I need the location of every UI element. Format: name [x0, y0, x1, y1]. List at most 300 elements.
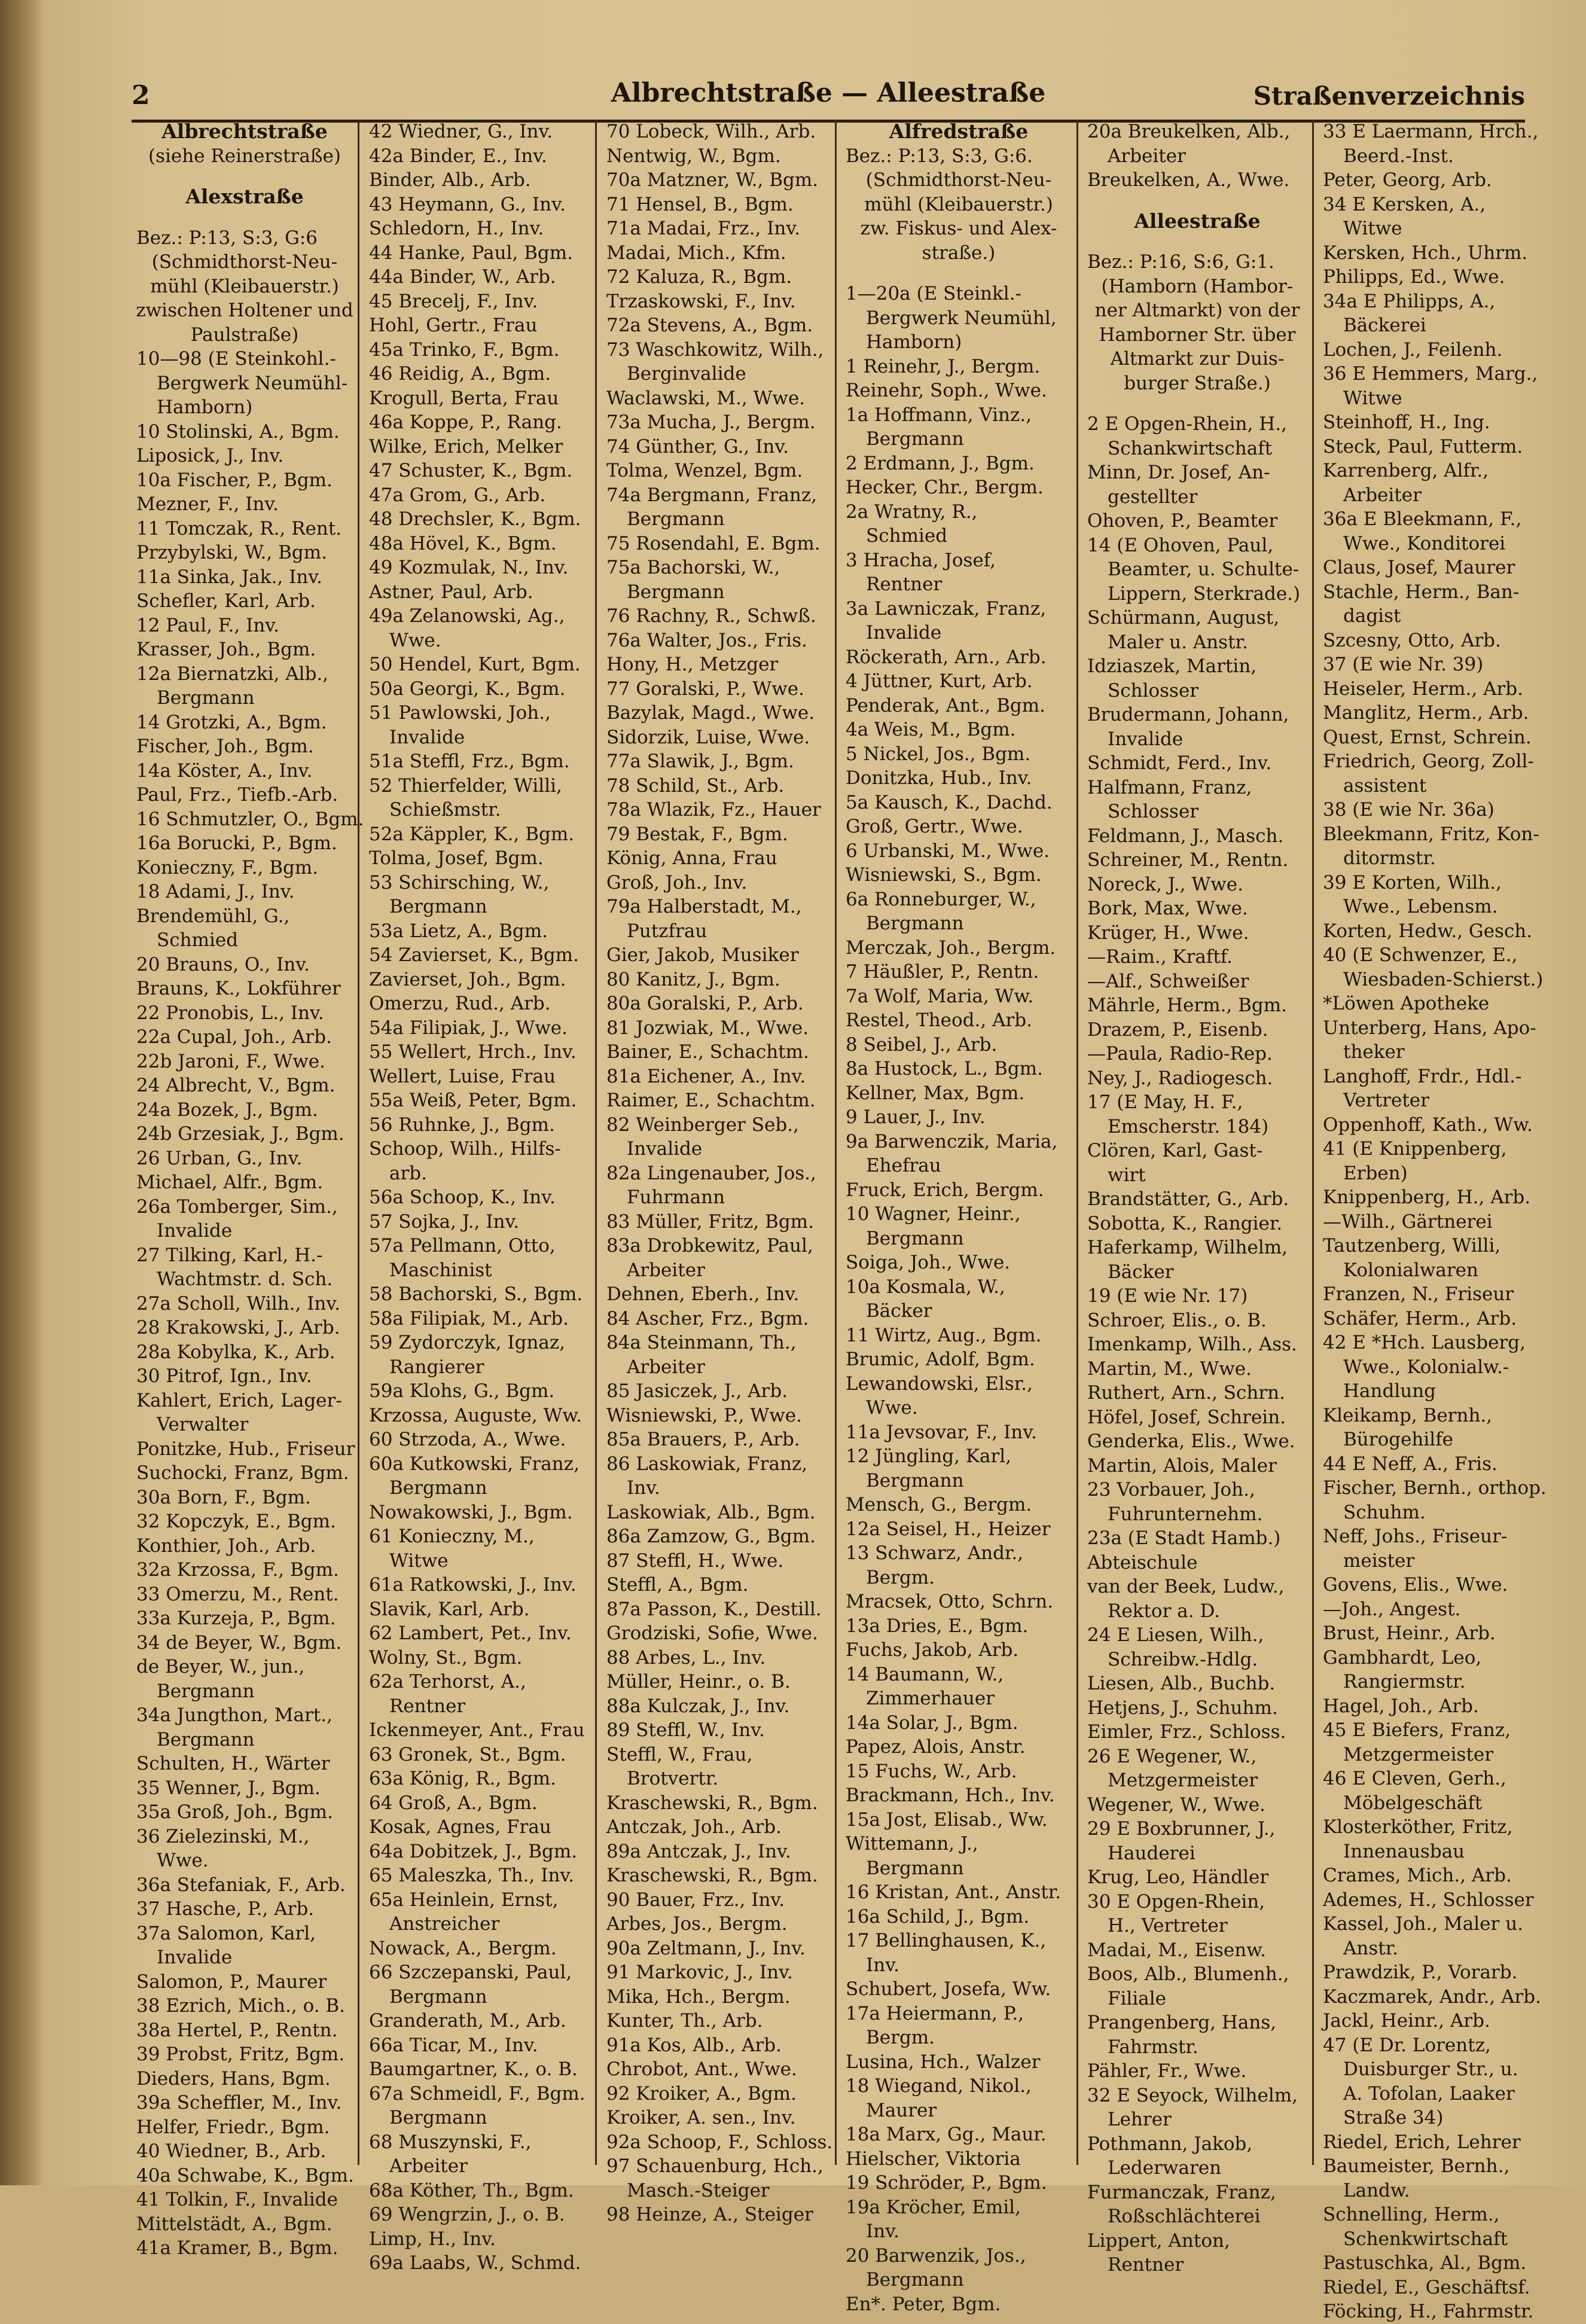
directory-entry: Schmied: [157, 929, 239, 951]
directory-entry: 17 (E May, H. F.,: [1087, 1091, 1243, 1113]
directory-entry: Schäfer, Herm., Arb.: [1323, 1307, 1517, 1329]
column-3: [602, 120, 837, 2225]
directory-entry: Neff, Johs., Friseur-: [1323, 1526, 1508, 1547]
directory-entry: Brust, Heinr., Arb.: [1323, 1622, 1496, 1644]
directory-entry: Kosak, Agnes, Frau: [369, 1816, 551, 1838]
directory-entry: Anstr.: [1343, 1937, 1398, 1959]
directory-entry: 24 Albrecht, V., Bgm.: [136, 1075, 336, 1096]
directory-entry: 85a Brauers, P., Arb.: [606, 1429, 800, 1450]
directory-entry: Bergmann: [627, 508, 725, 530]
directory-entry: 14 Baumann, W.,: [846, 1663, 1004, 1685]
directory-entry: Berginvalide: [627, 363, 746, 385]
directory-entry: zwischen Holtener und: [136, 300, 353, 321]
directory-entry: 33a Kurzeja, P., Bgm.: [136, 1608, 336, 1629]
directory-entry: theker: [1343, 1041, 1405, 1063]
directory-entry: Tolma, Wenzel, Bgm.: [606, 460, 803, 481]
directory-entry: Restel, Theod., Arb.: [846, 1009, 1032, 1031]
directory-entry: Ney, J., Radiogesch.: [1087, 1067, 1273, 1089]
directory-entry: Martin, Alois, Maler: [1087, 1454, 1277, 1477]
directory-entry: Paulstraße): [190, 324, 299, 346]
directory-entry: 76a Walter, Jos., Fris.: [606, 629, 807, 651]
directory-entry: 2a Wratny, R.,: [846, 501, 978, 523]
directory-entry: 30a Born, F., Bgm.: [136, 1486, 311, 1508]
directory-entry: Gier, Jakob, Musiker: [606, 944, 799, 966]
directory-entry: 72a Stevens, A., Bgm.: [606, 315, 813, 336]
directory-entry: 53a Lietz, A., Bgm.: [369, 920, 548, 942]
directory-entry: 52a Käppler, K., Bgm.: [369, 823, 575, 845]
directory-entry: 22b Jaroni, F., Wwe.: [136, 1050, 325, 1072]
directory-entry: 28a Kobylka, K., Arb.: [136, 1341, 336, 1363]
directory-entry: 19 (E wie Nr. 17): [1087, 1285, 1248, 1307]
directory-entry: 41 Tolkin, F., Invalide: [136, 2189, 338, 2210]
directory-entry: 57a Pellmann, Otto,: [369, 1235, 556, 1256]
directory-entry: Bürogehilfe: [1343, 1429, 1454, 1450]
directory-entry: 30 E Opgen-Rhein,: [1087, 1890, 1265, 1913]
directory-entry: meister: [1343, 1550, 1415, 1572]
directory-entry: 8 Seibel, J., Arb.: [846, 1033, 998, 1056]
directory-entry: Groß, Gertr., Wwe.: [846, 816, 1023, 837]
directory-entry: 16a Schild, J., Bgm.: [846, 1905, 1030, 1927]
directory-entry: 20 Brauns, O., Inv.: [136, 953, 310, 975]
directory-entry: Wilke, Erich, Melker: [369, 435, 563, 458]
directory-entry: Schankwirtschaft: [1108, 437, 1273, 459]
directory-entry: 79a Halberstadt, M.,: [606, 896, 802, 917]
directory-entry: Krasser, Joh., Bgm.: [136, 639, 316, 660]
directory-entry: 40 (E Schwenzer, E.,: [1323, 944, 1518, 966]
directory-entry: 6a Ronneburger, W.,: [846, 888, 1036, 910]
directory-entry: Idziaszek, Martin,: [1087, 655, 1257, 677]
directory-entry: Fischer, Bernh., orthop.: [1323, 1477, 1547, 1499]
directory-entry: 32 E Seyock, Wilhelm,: [1087, 2084, 1298, 2106]
directory-entry: 53 Schirsching, W.,: [369, 871, 550, 893]
directory-entry: 45 E Biefers, Franz,: [1323, 1719, 1511, 1741]
street-heading: Alfredstraße: [889, 120, 1029, 143]
directory-entry: Bazylak, Magd., Wwe.: [606, 702, 815, 724]
directory-entry: Mährle, Herm., Bgm.: [1087, 995, 1288, 1016]
directory-entry: 24b Grzesiak, J., Bgm.: [136, 1123, 344, 1145]
directory-entry: Hony, H., Metzger: [606, 654, 779, 675]
directory-entry: 61a Ratkowski, J., Inv.: [369, 1574, 577, 1596]
directory-entry: Szcesny, Otto, Arb.: [1323, 629, 1501, 651]
directory-entry: Bergwerk Neumühl-: [157, 372, 348, 394]
directory-entry: Fahrmstr.: [1108, 2036, 1198, 2058]
directory-entry: Bez.: P:13, S:3, G:6.: [846, 145, 1033, 167]
directory-entry: Filiale: [1108, 1987, 1166, 2009]
directory-entry: Kraschewski, R., Bgm.: [606, 1865, 818, 1886]
directory-entry: Michael, Alfr., Bgm.: [136, 1172, 324, 1193]
directory-entry: Witwe: [1343, 387, 1402, 409]
directory-entry: 60 Strzoda, A., Wwe.: [369, 1429, 566, 1450]
spacer: [1082, 193, 1312, 209]
directory-entry: 82a Lingenauber, Jos.,: [606, 1162, 816, 1184]
directory-entry: Krogull, Berta, Frau: [369, 387, 559, 409]
directory-entry: Steck, Paul, Futterm.: [1323, 435, 1523, 458]
directory-entry: Maschinist: [389, 1259, 492, 1281]
directory-entry: Halfmann, Franz,: [1087, 776, 1252, 798]
directory-entry: Putzfrau: [627, 920, 707, 942]
directory-entry: 58a Filipiak, M., Arb.: [369, 1307, 569, 1329]
directory-entry: Langhoff, Frdr., Hdl.-: [1323, 1065, 1522, 1087]
directory-entry: 75 Rosendahl, E. Bgm.: [606, 532, 821, 554]
directory-entry: Claus, Josef, Maurer: [1323, 557, 1515, 578]
directory-entry: 14 Grotzki, A., Bgm.: [136, 711, 327, 733]
directory-entry: Friedrich, Georg, Zoll-: [1323, 751, 1534, 772]
directory-entry: Dehnen, Eberh., Inv.: [606, 1283, 800, 1305]
directory-entry: Brudermann, Johann,: [1087, 704, 1289, 725]
directory-entry: Bergmann: [866, 913, 964, 934]
directory-entry: Wwe.: [157, 1850, 209, 1871]
directory-entry: 36 E Hemmers, Marg.,: [1323, 363, 1538, 385]
directory-entry: 13a Dries, E., Bgm.: [846, 1615, 1029, 1637]
directory-entry: Nentwig, W., Bgm.: [606, 145, 781, 167]
directory-entry: 47 Schuster, K., Bgm.: [369, 460, 573, 481]
directory-entry: 2 Erdmann, J., Bgm.: [846, 452, 1035, 474]
directory-entry: Anstreicher: [389, 1913, 500, 1935]
directory-entry: Kersken, Hch., Uhrm.: [1323, 242, 1528, 264]
directory-entry: Baumgartner, K., o. B.: [369, 2058, 578, 2080]
directory-entry: Przybylski, W., Bgm.: [136, 542, 327, 563]
directory-entry: 84 Ascher, Frz., Bgm.: [606, 1307, 809, 1329]
directory-entry: Rangiermstr.: [1343, 1671, 1466, 1692]
directory-entry: 12a Seisel, H., Heizer: [846, 1518, 1051, 1540]
directory-entry: Wwe.: [866, 1397, 918, 1419]
directory-entry: Brendemühl, G.,: [136, 905, 290, 927]
directory-entry: 5a Kausch, K., Dachd.: [846, 791, 1053, 813]
directory-entry: Steffl, W., Frau,: [606, 1743, 753, 1765]
directory-entry: —Raim., Kraftf.: [1087, 946, 1233, 968]
directory-entry: Bäckerei: [1343, 315, 1426, 336]
directory-entry: 71 Hensel, B., Bgm.: [606, 193, 794, 215]
directory-entry: Müller, Heinr., o. B.: [606, 1671, 791, 1692]
directory-entry: Ehefrau: [866, 1155, 941, 1176]
directory-entry: Kraschewski, R., Bgm.: [606, 1792, 818, 1814]
directory-entry: 85 Jasiczek, J., Arb.: [606, 1380, 788, 1402]
directory-entry: Lippern, Sterkrade.): [1108, 582, 1301, 605]
directory-entry: Krug, Leo, Händler: [1087, 1866, 1269, 1888]
directory-entry: 23a (E Stadt Hamb.): [1087, 1527, 1281, 1549]
street-heading: Alexstraße: [185, 185, 304, 208]
directory-entry: Schlosser: [1108, 801, 1199, 822]
spacer: [132, 209, 358, 226]
directory-entry: Invalide: [157, 1220, 233, 1242]
directory-entry: Bergmann: [627, 581, 725, 603]
directory-entry: 83 Müller, Fritz, Bgm.: [606, 1210, 814, 1233]
directory-entry: Wwe., Kolonialw.-: [1343, 1356, 1509, 1378]
directory-entry: Arbeiter: [1108, 145, 1186, 167]
directory-entry: Bez.: P:13, S:3, G:6: [136, 227, 318, 249]
directory-entry: Tautzenberg, Willi,: [1323, 1235, 1501, 1256]
directory-entry: 34a E Philipps, A.,: [1323, 290, 1496, 312]
directory-entry: Hamborner Str. über: [1099, 324, 1296, 346]
directory-entry: 28 Krakowski, J., Arb.: [136, 1317, 340, 1338]
directory-entry: Salomon, P., Maurer: [136, 1971, 327, 1993]
directory-entry: Fischer, Joh., Bgm.: [136, 736, 314, 757]
directory-entry: Furmanczak, Franz,: [1087, 2181, 1276, 2203]
directory-entry: Wisniewski, S., Bgm.: [846, 864, 1042, 886]
directory-entry: 76 Rachny, R., Schwß.: [606, 605, 816, 627]
column-5: [1082, 120, 1314, 2276]
directory-entry: Wellert, Luise, Frau: [369, 1065, 556, 1087]
directory-entry: Bergmann: [157, 687, 255, 709]
directory-entry: Waclawski, M., Wwe.: [606, 387, 806, 409]
directory-entry: 88a Kulczak, J., Inv.: [606, 1695, 790, 1717]
directory-entry: A. Tofolan, Laaker: [1343, 2082, 1515, 2105]
directory-entry: Mika, Hch., Bergm.: [606, 1986, 791, 2008]
directory-entry: 26a Tomberger, Sim.,: [136, 1195, 338, 1218]
directory-entry: Straße 34): [1343, 2107, 1444, 2128]
directory-entry: Schießmstr.: [389, 799, 501, 821]
directory-entry: Feldmann, J., Masch.: [1087, 825, 1284, 847]
directory-entry: Schroer, Elis., o. B.: [1087, 1309, 1267, 1331]
directory-entry: 4a Weis, M., Bgm.: [846, 719, 1016, 740]
directory-entry: Invalide: [1108, 728, 1184, 750]
directory-entry: Chrobot, Ant., Wwe.: [606, 2058, 797, 2080]
directory-entry: Abteischule: [1087, 1551, 1198, 1573]
directory-entry: Rangierer: [389, 1356, 484, 1378]
directory-entry: 15 Fuchs, W., Arb.: [846, 1760, 1017, 1782]
directory-entry: Sobotta, K., Rangier.: [1087, 1212, 1283, 1234]
directory-entry: 26 Urban, G., Inv.: [136, 1147, 303, 1169]
directory-entry: 77 Goralski, P., Wwe.: [606, 678, 804, 700]
directory-entry: 37a Salomon, Karl,: [136, 1922, 316, 1944]
directory-entry: Helfer, Friedr., Bgm.: [136, 2116, 330, 2138]
directory-entry: Papez, Alois, Anstr.: [846, 1736, 1026, 1758]
directory-entry: (siehe Reinerstraße): [148, 145, 341, 167]
directory-entry: 12 Jüngling, Karl,: [846, 1445, 1012, 1467]
directory-entry: 14a Solar, J., Bgm.: [846, 1712, 1018, 1734]
directory-entry: Hagel, Joh., Arb.: [1323, 1695, 1479, 1717]
directory-entry: Konieczny, F., Bgm.: [136, 856, 319, 879]
directory-entry: 69 Wengrzin, J., o. B.: [369, 2204, 565, 2225]
directory-entry: 88 Arbes, L., Inv.: [606, 1646, 766, 1669]
directory-entry: 6 Urbanski, M., Wwe.: [846, 840, 1050, 862]
directory-entry: 39a Scheffler, M., Inv.: [136, 2092, 342, 2113]
directory-entry: 65 Maleszka, Th., Inv.: [369, 1865, 575, 1886]
directory-entry: Prawdzik, P., Vorarb.: [1323, 1962, 1518, 1983]
directory-entry: Altmarkt zur Duis-: [1110, 348, 1285, 370]
directory-entry: 65a Heinlein, Ernst,: [369, 1889, 559, 1911]
directory-entry: Bergmann: [389, 1986, 487, 2008]
directory-entry: Bork, Max, Wwe.: [1087, 898, 1248, 919]
directory-entry: 92a Schoop, F., Schloss.: [606, 2131, 833, 2153]
directory-entry: gestellter: [1108, 486, 1198, 508]
directory-entry: 38 Ezrich, Mich., o. B.: [136, 1995, 346, 2017]
directory-entry: Ademes, H., Schlosser: [1323, 1889, 1534, 1911]
directory-entry: 1—20a (E Steinkl.-: [846, 283, 1022, 304]
directory-entry: Röckerath, Arn., Arb.: [846, 646, 1047, 668]
running-title: Albrechtstraße — Alleestraße: [611, 78, 1046, 108]
directory-entry: Mensch, G., Bergm.: [846, 1494, 1032, 1515]
directory-entry: 9 Lauer, J., Inv.: [846, 1106, 986, 1128]
directory-entry: 66 Szczepanski, Paul,: [369, 1962, 572, 1983]
directory-entry: 77a Slawik, J., Bgm.: [606, 751, 794, 772]
directory-entry: Ruthert, Arn., Schrn.: [1087, 1382, 1285, 1404]
directory-entry: Krzossa, Auguste, Ww.: [369, 1404, 582, 1426]
street-directory-columns: [132, 120, 1547, 2322]
directory-entry: 89 Steffl, W., Inv.: [606, 1719, 765, 1741]
directory-entry: Peter, Georg, Arb.: [1323, 169, 1492, 191]
directory-entry: Masch.-Steiger: [627, 2179, 770, 2201]
directory-entry: Witwe: [1343, 218, 1402, 239]
directory-entry: Liposick, J., Inv.: [136, 445, 284, 466]
directory-entry: de Beyer, W., jun.,: [136, 1656, 305, 1678]
directory-entry: Föcking, H., Fahrmstr.: [1323, 2301, 1534, 2322]
directory-entry: 11 Tomczak, R., Rent.: [136, 517, 342, 539]
directory-entry: Bleekmann, Fritz, Kon-: [1323, 823, 1539, 845]
directory-entry: Bergmann: [389, 1477, 487, 1499]
directory-entry: 38 (E wie Nr. 36a): [1323, 799, 1494, 821]
directory-entry: En*. Peter, Bgm.: [846, 2293, 1001, 2315]
directory-entry: 40a Schwabe, K., Bgm.: [136, 2164, 354, 2186]
directory-entry: Fuchs, Jakob, Arb.: [846, 1639, 1019, 1661]
directory-entry: Fuhrunternehm.: [1108, 1503, 1263, 1525]
directory-entry: 54 Zavierset, K., Bgm.: [369, 944, 579, 966]
directory-entry: Manglitz, Herm., Arb.: [1323, 702, 1529, 724]
directory-entry: 45a Trinko, F., Bgm.: [369, 338, 560, 361]
directory-entry: 33 E Laermann, Hrch.,: [1323, 121, 1539, 142]
directory-entry: Hecker, Chr., Bergm.: [846, 477, 1044, 498]
directory-entry: Arbeiter: [627, 1259, 705, 1281]
directory-entry: 55 Wellert, Hrch., Inv.: [369, 1041, 577, 1063]
directory-entry: Beerd.-Inst.: [1343, 145, 1454, 167]
directory-entry: 50a Georgi, K., Bgm.: [369, 678, 566, 700]
directory-entry: Wwe., Konditorei: [1343, 532, 1506, 554]
directory-entry: Landw.: [1343, 2179, 1410, 2201]
directory-entry: Wwe., Lebensm.: [1343, 896, 1498, 917]
directory-entry: Rektor a. D.: [1108, 1600, 1221, 1622]
directory-entry: Erben): [1343, 1162, 1408, 1184]
page-header: [132, 72, 1525, 123]
directory-entry: Oppenhoff, Kath., Ww.: [1323, 1114, 1533, 1136]
directory-entry: 73a Mucha, J., Bergm.: [606, 411, 816, 433]
directory-entry: 36a Stefaniak, F., Arb.: [136, 1874, 346, 1896]
directory-entry: 86a Zamzow, G., Bgm.: [606, 1526, 816, 1547]
directory-entry: 73 Waschkowitz, Wilh.,: [606, 338, 824, 361]
directory-entry: 10 Wagner, Heinr.,: [846, 1203, 1021, 1225]
spacer: [841, 265, 1076, 282]
directory-entry: 56a Schoop, K., Inv.: [369, 1187, 556, 1208]
directory-entry: Verwalter: [157, 1414, 249, 1435]
directory-entry: Rentner: [866, 574, 943, 595]
directory-entry: 61 Konieczny, M.,: [369, 1526, 535, 1547]
directory-entry: Invalide: [389, 726, 465, 748]
column-1: [132, 120, 364, 2259]
directory-entry: 17a Heiermann, P.,: [846, 2002, 1024, 2024]
directory-entry: Vertreter: [1343, 1090, 1429, 1111]
directory-entry: Clören, Karl, Gast-: [1087, 1140, 1263, 1161]
directory-entry: 16 Kristan, Ant., Anstr.: [846, 1881, 1062, 1903]
directory-entry: Riedel, Erich, Lehrer: [1323, 2131, 1521, 2153]
directory-entry: 14a Köster, A., Inv.: [136, 760, 313, 782]
directory-entry: *Löwen Apotheke: [1323, 993, 1490, 1014]
directory-entry: —Joh., Angest.: [1323, 1598, 1461, 1620]
directory-entry: 36a E Bleekmann, F.,: [1323, 508, 1522, 530]
directory-entry: 10a Fischer, P., Bgm.: [136, 469, 333, 491]
directory-entry: 11 Wirtz, Aug., Bgm.: [846, 1324, 1042, 1346]
directory-entry: Schubert, Josefa, Ww.: [846, 1978, 1051, 2000]
directory-entry: Omerzu, Rud., Arb.: [369, 993, 551, 1014]
directory-entry: Bergmann: [157, 1680, 255, 1702]
directory-entry: 46a Koppe, P., Rang.: [369, 411, 562, 433]
directory-entry: Pothmann, Jakob,: [1087, 2133, 1253, 2155]
directory-entry: Lusina, Hch., Walzer: [846, 2051, 1041, 2073]
directory-entry: 48a Hövel, K., Bgm.: [369, 532, 557, 554]
directory-entry: 64a Dobitzek, J., Bgm.: [369, 1840, 578, 1862]
directory-entry: Hetjens, J., Schuhm.: [1087, 1697, 1278, 1719]
directory-entry: 80a Goralski, P., Arb.: [606, 993, 804, 1014]
street-heading: Albrechtstraße: [161, 120, 328, 143]
directory-entry: Schmied: [866, 525, 948, 547]
directory-entry: 37 Hasche, P., Arb.: [136, 1898, 315, 1920]
directory-entry: 17 Bellinghausen, K.,: [846, 1930, 1047, 1951]
directory-entry: Arbeiter: [1343, 484, 1422, 506]
directory-entry: 3 Hracha, Josef,: [846, 549, 996, 571]
directory-entry: Kleikamp, Bernh.,: [1323, 1404, 1493, 1426]
directory-entry: 22 Pronobis, L., Inv.: [136, 1002, 324, 1024]
directory-entry: 84a Steinmann, Th.,: [606, 1332, 797, 1353]
directory-entry: Unterberg, Hans, Apo-: [1323, 1017, 1536, 1039]
directory-entry: 13 Schwarz, Andr.,: [846, 1542, 1024, 1564]
directory-entry: Bez.: P:16, S:6, G:1.: [1087, 251, 1274, 273]
directory-entry: Kellner, Max, Bgm.: [846, 1082, 1025, 1104]
directory-entry: Rentner: [389, 1695, 466, 1717]
directory-entry: —Paula, Radio-Rep.: [1087, 1043, 1273, 1065]
directory-entry: Fuhrmann: [627, 1187, 725, 1208]
directory-entry: Binder, Alb., Arb.: [369, 169, 531, 191]
directory-entry: Limp, H., Inv.: [369, 2228, 496, 2250]
directory-entry: Bergmann: [157, 1728, 255, 1750]
directory-entry: Hauderei: [1108, 1842, 1195, 1864]
directory-entry: 80 Kanitz, J., Bgm.: [606, 968, 780, 990]
directory-entry: Wachtmstr. d. Sch.: [157, 1268, 333, 1290]
directory-entry: Granderath, M., Arb.: [369, 2010, 566, 2032]
directory-entry: Kolonialwaren: [1343, 1259, 1478, 1281]
directory-entry: Metzgermeister: [1108, 1770, 1258, 1791]
book-spine-shadow: [0, 0, 42, 2185]
directory-entry: 59 Zydorczyk, Ignaz,: [369, 1332, 566, 1353]
directory-entry: 10 Stolinski, A., Bgm.: [136, 420, 340, 443]
directory-entry: 69a Laabs, W., Schmd.: [369, 2252, 581, 2274]
directory-entry: König, Anna, Frau: [606, 847, 777, 869]
directory-entry: Schreiner, M., Rentn.: [1087, 849, 1289, 871]
directory-entry: 63a König, R., Bgm.: [369, 1768, 556, 1789]
directory-entry: Bäcker: [1108, 1261, 1174, 1283]
directory-entry: Laskowiak, Alb., Bgm.: [606, 1501, 816, 1523]
directory-entry: Wwe.: [389, 629, 441, 651]
directory-entry: Invalide: [866, 622, 942, 643]
directory-entry: 2 E Opgen-Rhein, H.,: [1087, 413, 1287, 435]
directory-entry: 47 (E Dr. Lorentz,: [1323, 2034, 1491, 2056]
directory-entry: Bergmann: [866, 428, 964, 450]
directory-entry: Krüger, H., Wwe.: [1087, 922, 1249, 944]
directory-entry: 23 Vorbauer, Joh.,: [1087, 1479, 1255, 1500]
column-4: [841, 120, 1078, 2315]
directory-entry: 38a Hertel, P., Rentn.: [136, 2019, 338, 2041]
directory-entry: Madai, Mich., Kfm.: [606, 242, 786, 264]
directory-entry: Martin, M., Wwe.: [1087, 1358, 1252, 1380]
directory-entry: Haferkamp, Wilhelm,: [1087, 1237, 1288, 1258]
directory-entry: Witwe: [389, 1550, 449, 1572]
directory-entry: ner Altmarkt) von der: [1094, 300, 1300, 321]
directory-entry: Hohl, Gertr., Frau: [369, 315, 538, 336]
directory-entry: Innenausbau: [1343, 1840, 1465, 1862]
directory-entry: Penderak, Ant., Bgm.: [846, 694, 1046, 716]
directory-entry: Schreibw.-Hdlg.: [1108, 1648, 1258, 1670]
directory-entry: 74a Bergmann, Franz,: [606, 484, 818, 506]
directory-entry: 49 Kozmulak, N., Inv.: [369, 557, 569, 578]
directory-entry: Kahlert, Erich, Lager-: [136, 1389, 342, 1411]
directory-entry: Wittemann, J.,: [846, 1833, 978, 1855]
